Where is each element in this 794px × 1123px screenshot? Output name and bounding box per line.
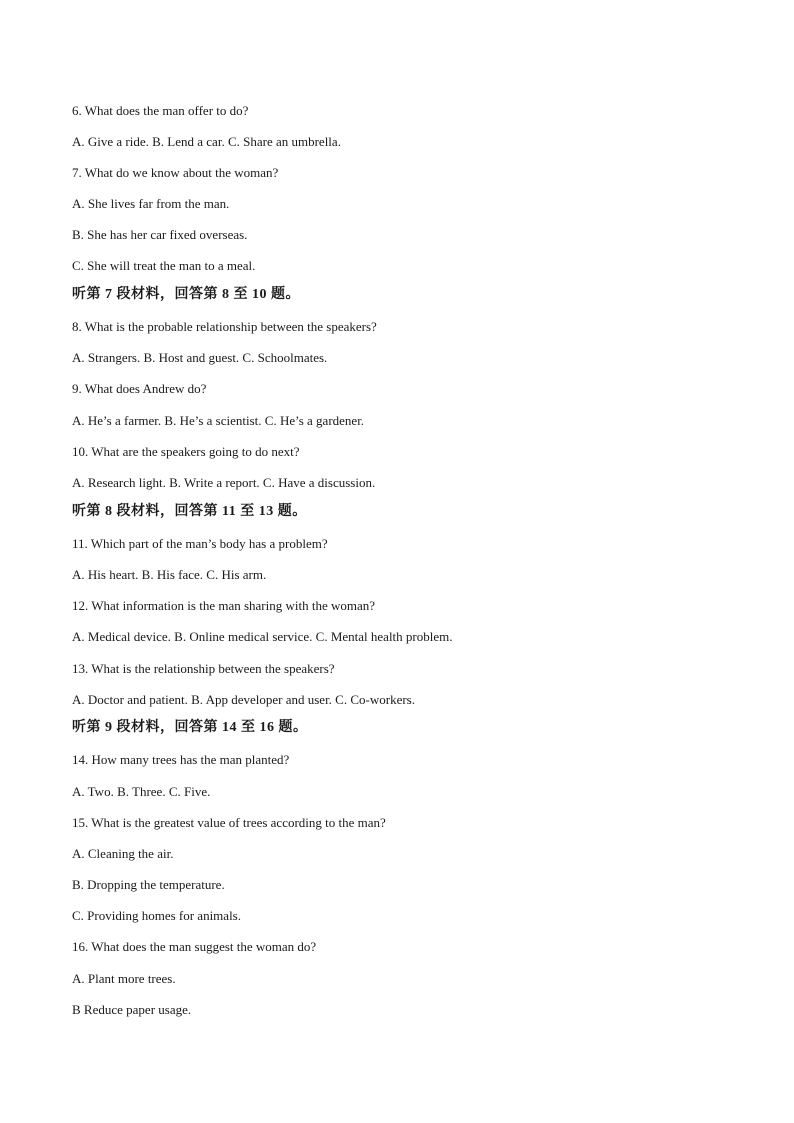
question-9-options: A. He’s a farmer. B. He’s a scientist. C. He’s a gardener. bbox=[72, 413, 365, 428]
question-15-option-c: C. Providing homes for animals. bbox=[72, 908, 241, 923]
question-8-options: A. Strangers. B. Host and guest. C. Schoolmates. bbox=[72, 350, 328, 365]
question-6: 6. What does the man offer to do? bbox=[72, 103, 249, 118]
question-15: 15. What is the greatest value of trees according to the man? bbox=[72, 815, 386, 830]
section-heading-passage-9: 听第 9 段材料，回答第 14 至 16 题。 bbox=[72, 720, 308, 735]
question-15-option-b: B. Dropping the temperature. bbox=[72, 877, 225, 892]
question-16: 16. What does the man suggest the woman do? bbox=[72, 939, 317, 954]
section-heading-passage-7: 听第 7 段材料，回答第 8 至 10 题。 bbox=[72, 287, 300, 302]
question-11: 11. Which part of the man’s body has a problem? bbox=[72, 536, 328, 551]
question-7-option-b: B. She has her car fixed overseas. bbox=[72, 227, 248, 242]
question-7-option-c: C. She will treat the man to a meal. bbox=[72, 258, 256, 273]
question-11-options: A. His heart. B. His face. C. His arm. bbox=[72, 567, 267, 582]
question-14: 14. How many trees has the man planted? bbox=[72, 752, 290, 767]
section-heading-passage-8: 听第 8 段材料，回答第 11 至 13 题。 bbox=[72, 504, 307, 519]
question-12-options: A. Medical device. B. Online medical service. C. Mental health problem. bbox=[72, 629, 453, 644]
question-13: 13. What is the relationship between the speakers? bbox=[72, 661, 335, 676]
question-13-options: A. Doctor and patient. B. App developer and user. C. Co-workers. bbox=[72, 692, 415, 707]
question-8: 8. What is the probable relationship between the speakers? bbox=[72, 319, 377, 334]
question-10: 10. What are the speakers going to do next? bbox=[72, 444, 300, 459]
question-12: 12. What information is the man sharing with the woman? bbox=[72, 598, 376, 613]
question-16-option-b: B Reduce paper usage. bbox=[72, 1002, 192, 1017]
question-6-options: A. Give a ride. B. Lend a car. C. Share an umbrella. bbox=[72, 134, 341, 149]
question-7-option-a: A. She lives far from the man. bbox=[72, 196, 230, 211]
question-14-options: A. Two. B. Three. C. Five. bbox=[72, 784, 211, 799]
question-15-option-a: A. Cleaning the air. bbox=[72, 846, 174, 861]
question-7: 7. What do we know about the woman? bbox=[72, 165, 279, 180]
question-9: 9. What does Andrew do? bbox=[72, 381, 207, 396]
question-10-options: A. Research light. B. Write a report. C. Have a discussion. bbox=[72, 475, 376, 490]
question-16-option-a: A. Plant more trees. bbox=[72, 971, 176, 986]
